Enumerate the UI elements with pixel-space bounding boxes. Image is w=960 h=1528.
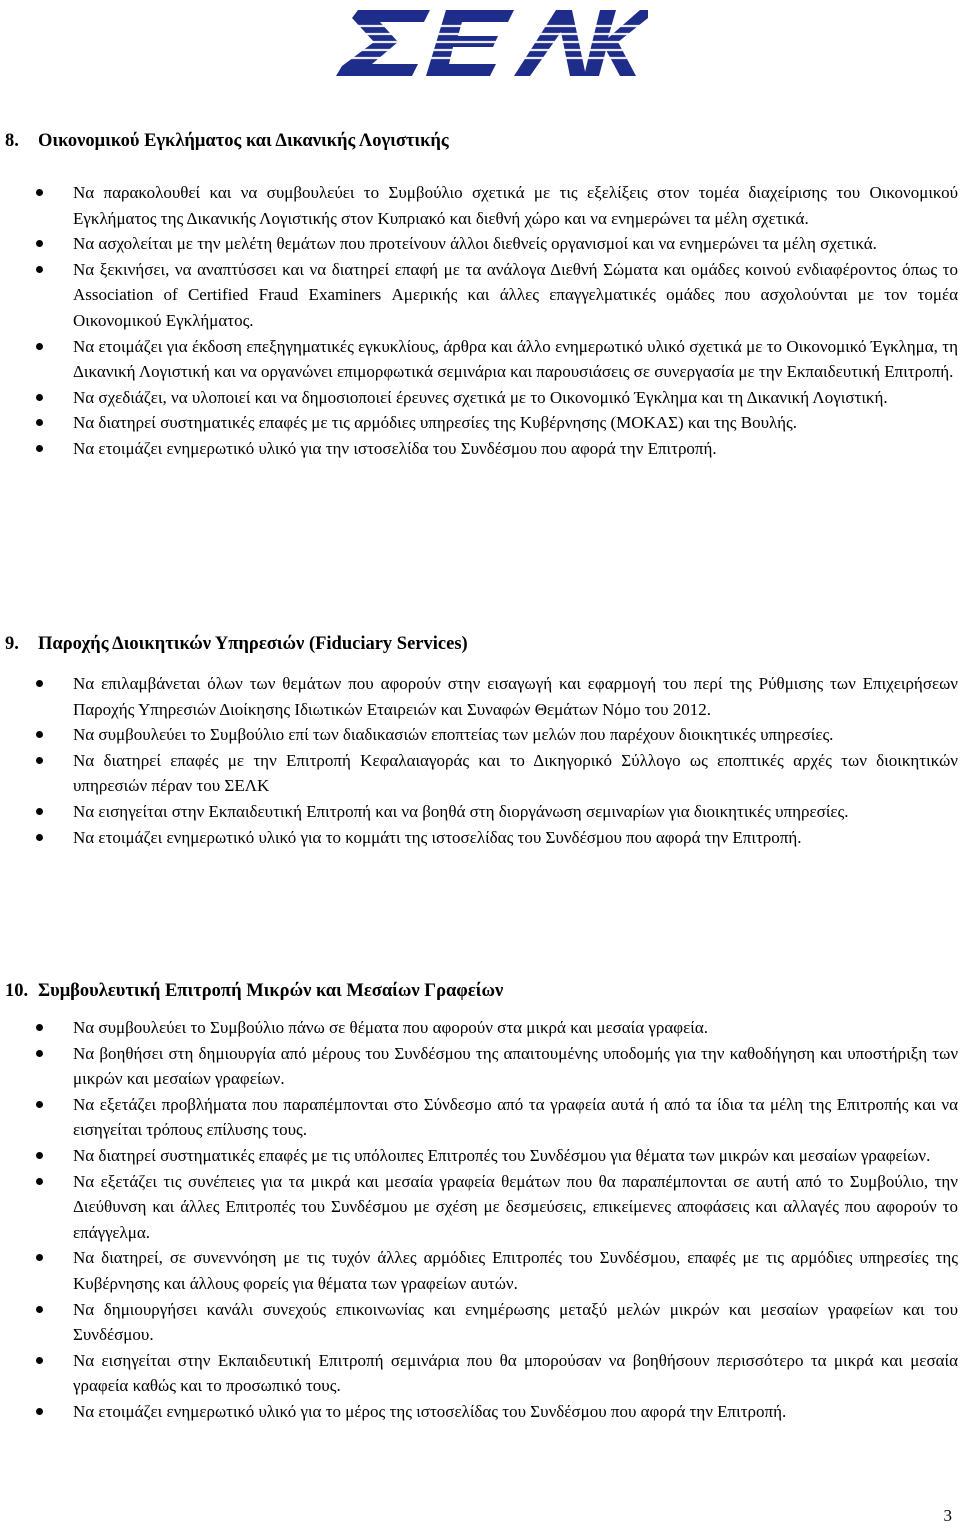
bullet-icon <box>36 1254 43 1261</box>
list-item: Να παρακολουθεί και να συμβουλεύει το Συμβούλιο σχετικά με τις εξελίξεις στον τομέα διαχείρισης του Οικονομικού Εγκλήματος της Δικανικής Λογιστικής στον Κυπριακό και διεθνή χώρο και να ενημερώνει τα μέλη σχετικά. <box>0 180 958 231</box>
list-item: Να ετοιμάζει ενημερωτικό υλικό για την ιστοσελίδα του Συνδέσμου που αφορά την Επιτροπή. <box>0 436 958 462</box>
list-item: Να διατηρεί συστηματικές επαφές με τις υπόλοιπες Επιτροπές του Συνδέσμου για θέματα των μικρών και μεσαίων γραφείων. <box>0 1143 958 1169</box>
section-number: 10. <box>5 981 29 1001</box>
section-title: Παροχής Διοικητικών Υπηρεσιών (Fiduciary Services) <box>38 634 468 654</box>
bullet-icon <box>36 1357 43 1364</box>
bullet-icon <box>36 240 43 247</box>
selk-logo-graphic <box>318 4 648 82</box>
list-item: Να ετοιμάζει ενημερωτικό υλικό για το μέρος της ιστοσελίδας του Συνδέσμου που αφορά την Επιτροπή. <box>0 1399 958 1425</box>
section-number: 9. <box>5 634 19 654</box>
section-number: 8. <box>5 131 19 151</box>
selk-logo <box>318 4 648 82</box>
list-item: Να εξετάζει προβλήματα που παραπέμπονται στο Σύνδεσμο από τα γραφεία αυτά ή από τα ίδια τα μέλη της Επιτροπής και να εισηγείται τρόπους επίλυσης τους. <box>0 1092 958 1143</box>
bullet-icon <box>36 189 43 196</box>
section-items <box>0 671 960 850</box>
bullet-icon <box>36 834 43 841</box>
bullet-icon <box>36 394 43 401</box>
page-number: 3 <box>943 1506 952 1525</box>
bullet-icon <box>36 731 43 738</box>
list-item: Να συμβουλεύει το Συμβούλιο επί των διαδικασιών εποπτείας των μελών που παρέχουν διοικητικές υπηρεσίες. <box>0 722 958 748</box>
bullet-icon <box>36 1408 43 1415</box>
list-item: Να βοηθήσει στη δημιουργία από μέρους του Συνδέσμου της απαιτουμένης υποδομής για την καθοδήγηση και υποστήριξη των μικρών και μεσαίων γραφείων. <box>0 1041 958 1092</box>
bullet-icon <box>36 1024 43 1031</box>
list-item: Να εισηγείται στην Εκπαιδευτική Επιτροπή σεμινάρια που θα μπορούσαν να βοηθήσουν περισσότερο τα μικρά και μεσαία γραφεία καθώς και το προσωπικό τους. <box>0 1348 958 1399</box>
list-item: Να συμβουλεύει το Συμβούλιο πάνω σε θέματα που αφορούν στα μικρά και μεσαία γραφεία. <box>0 1015 958 1041</box>
bullet-icon <box>36 1050 43 1057</box>
section-items <box>0 1015 960 1425</box>
bullet-icon <box>36 1178 43 1185</box>
bullet-icon <box>36 1152 43 1159</box>
list-item: Να εξετάζει τις συνέπειες για τα μικρά και μεσαία γραφεία θεμάτων που θα παραπέμπονται σε αυτή από το Συμβούλιο, την Διεύθυνση και άλλες Επιτροπές του Συνδέσμου με σχέση με δεσμεύσεις, επικείμενες αποφάσεις και αλλαγές που αφορούν το επάγγελμα. <box>0 1169 958 1246</box>
list-item: Να ξεκινήσει, να αναπτύσσει και να διατηρεί επαφή με τα ανάλογα Διεθνή Σώματα και ομάδες κοινού ενδιαφέροντος όπως το Association of Certified Fraud Examiners Αμερικής και άλλες επαγγελματικές ομάδες που ασχολούνται με τον τομέα Οικονομικού Εγκλήματος. <box>0 257 958 334</box>
list-item: Να επιλαμβάνεται όλων των θεμάτων που αφορούν στην εισαγωγή και εφαρμογή του περί της Ρύθμισης των Επιχειρήσεων Παροχής Υπηρεσιών Διοίκησης Ιδιωτικών Εταιρειών και Συναφών Θεμάτων Νόμο του 2012. <box>0 671 958 722</box>
section-items <box>0 180 960 462</box>
bullet-icon <box>36 343 43 350</box>
bullet-icon <box>36 266 43 273</box>
list-item: Να δημιουργήσει κανάλι συνεχούς επικοινωνίας και ενημέρωσης μεταξύ μελών μικρών και μεσαίων γραφείων και του Συνδέσμου. <box>0 1297 958 1348</box>
section-title: Συμβουλευτική Επιτροπή Μικρών και Μεσαίων Γραφείων <box>38 981 504 1001</box>
list-item: Να διατηρεί επαφές με την Επιτροπή Κεφαλαιαγοράς και το Δικηγορικό Σύλλογο ως εποπτικές αρχές των διοικητικών υπηρεσιών πέραν του ΣΕΛΚ <box>0 748 958 799</box>
list-item: Να ετοιμάζει για έκδοση επεξηγηματικές εγκυκλίους, άρθρα και άλλο ενημερωτικό υλικό σχετικά με το Οικονομικό Έγκλημα, τη Δικανική Λογιστική και να οργανώνει επιμορφωτικά σεμινάρια και παρουσιάσεις σε συνεργασία με την Εκπαιδευτική Επιτροπή. <box>0 334 958 385</box>
section-title: Οικονομικού Εγκλήματος και Δικανικής Λογιστικής <box>38 131 449 151</box>
list-item: Να διατηρεί, σε συνεννόηση με τις τυχόν άλλες αρμόδιες Επιτροπές του Συνδέσμου, επαφές με τις αρμόδιες υπηρεσίες της Κυβέρνησης και άλλους φορείς για θέματα των γραφείων αυτών. <box>0 1245 958 1296</box>
list-item: Να διατηρεί συστηματικές επαφές με τις αρμόδιες υπηρεσίες της Κυβέρνησης (ΜΟΚΑΣ) και της Βουλής. <box>0 410 958 436</box>
list-item: Να σχεδιάζει, να υλοποιεί και να δημοσιοποιεί έρευνες σχετικά με το Οικονομικό Έγκλημα και τη Δικανική Λογιστική. <box>0 385 958 411</box>
list-item: Να ασχολείται με την μελέτη θεμάτων που προτείνουν άλλοι διεθνείς οργανισμοί και να ενημερώνει τα μέλη σχετικά. <box>0 231 958 257</box>
list-item: Να ετοιμάζει ενημερωτικό υλικό για το κομμάτι της ιστοσελίδας του Συνδέσμου που αφορά την Επιτροπή. <box>0 825 958 851</box>
list-item: Να εισηγείται στην Εκπαιδευτική Επιτροπή και να βοηθά στη διοργάνωση σεμιναρίων για διοικητικές υπηρεσίες. <box>0 799 958 825</box>
bullet-icon <box>36 680 43 687</box>
bullet-icon <box>36 808 43 815</box>
bullet-icon <box>36 445 43 452</box>
bullet-icon <box>36 1306 43 1313</box>
bullet-icon <box>36 419 43 426</box>
bullet-icon <box>36 757 43 764</box>
bullet-icon <box>36 1101 43 1108</box>
